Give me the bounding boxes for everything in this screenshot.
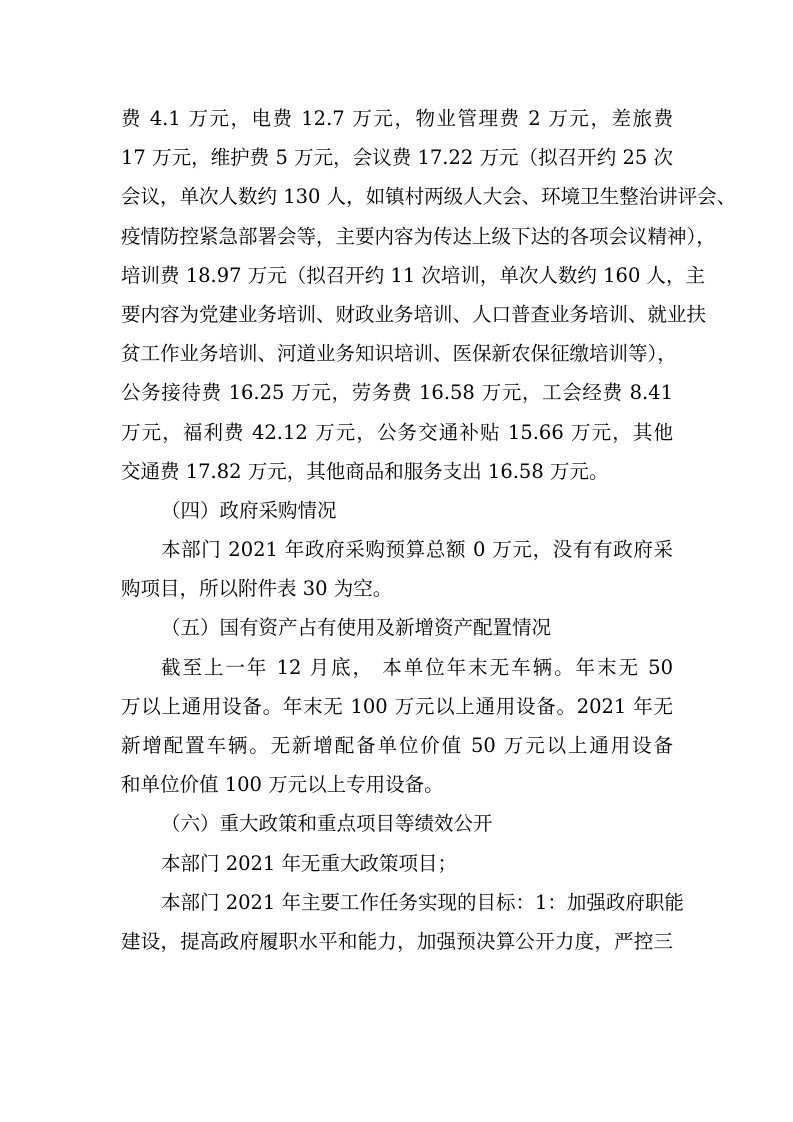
paragraph-line: 要内容为党建业务培训、财政业务培训、人口普查业务培训、就业扶 [121, 302, 707, 326]
paragraph-line: 建设，提高政府履职水平和能力，加强预决算公开力度，严控三 [121, 929, 673, 953]
paragraph-line: 本部门 2021 年主要工作任务实现的目标：1：加强政府职能 [161, 890, 684, 914]
section-heading: （四）政府采购情况 [161, 498, 337, 522]
paragraph-line: 贫工作业务培训、河道业务知识培训、医保新农保征缴培训等）， [121, 342, 677, 366]
section-heading: （六）重大政策和重点项目等绩效公开 [161, 812, 493, 836]
paragraph-line: 截至上一年 12 月底， 本单位年末无车辆。年末无 50 [161, 655, 673, 679]
document-body [121, 99, 737, 961]
paragraph-line: 新增配置车辆。无新增配备单位价值 50 万元以上通用设备 [121, 734, 673, 757]
paragraph-line: 费 4.1 万元，电费 12.7 万元，物业管理费 2 万元，差旅费 [121, 107, 673, 130]
paragraph-line: 万以上通用设备。年末无 100 万元以上通用设备。2021 年无 [121, 694, 673, 718]
paragraph-line: 会议，单次人数约 130 人，如镇村两级人大会、环境卫生整治讲评会、 [121, 185, 737, 209]
section-heading: （五）国有资产占有使用及新增资产配置情况 [161, 616, 552, 640]
paragraph-line: 公务接待费 16.25 万元，劳务费 16.58 万元，工会经费 8.41 [121, 381, 673, 405]
paragraph-line: 交通费 17.82 万元，其他商品和服务支出 16.58 万元。 [121, 459, 609, 483]
paragraph-line: 疫情防控紧急部署会等，主要内容为传达上级下达的各项会议精神）， [121, 224, 716, 248]
paragraph-line: 本部门 2021 年政府采购预算总额 0 万元，没有有政府采 [161, 538, 673, 562]
paragraph-line: 本部门 2021 年无重大政策项目； [161, 851, 458, 875]
paragraph-line: 和单位价值 100 万元以上专用设备。 [121, 773, 444, 797]
paragraph-line: 万元，福利费 42.12 万元，公务交通补贴 15.66 万元，其他 [121, 420, 673, 444]
paragraph-line: 培训费 18.97 万元（拟召开约 11 次培训，单次人数约 160 人，主 [121, 263, 706, 287]
paragraph-line: 购项目，所以附件表 30 为空。 [121, 577, 393, 601]
paragraph-line: 17 万元，维护费 5 万元，会议费 17.22 万元（拟召开约 25 次 [121, 146, 673, 170]
